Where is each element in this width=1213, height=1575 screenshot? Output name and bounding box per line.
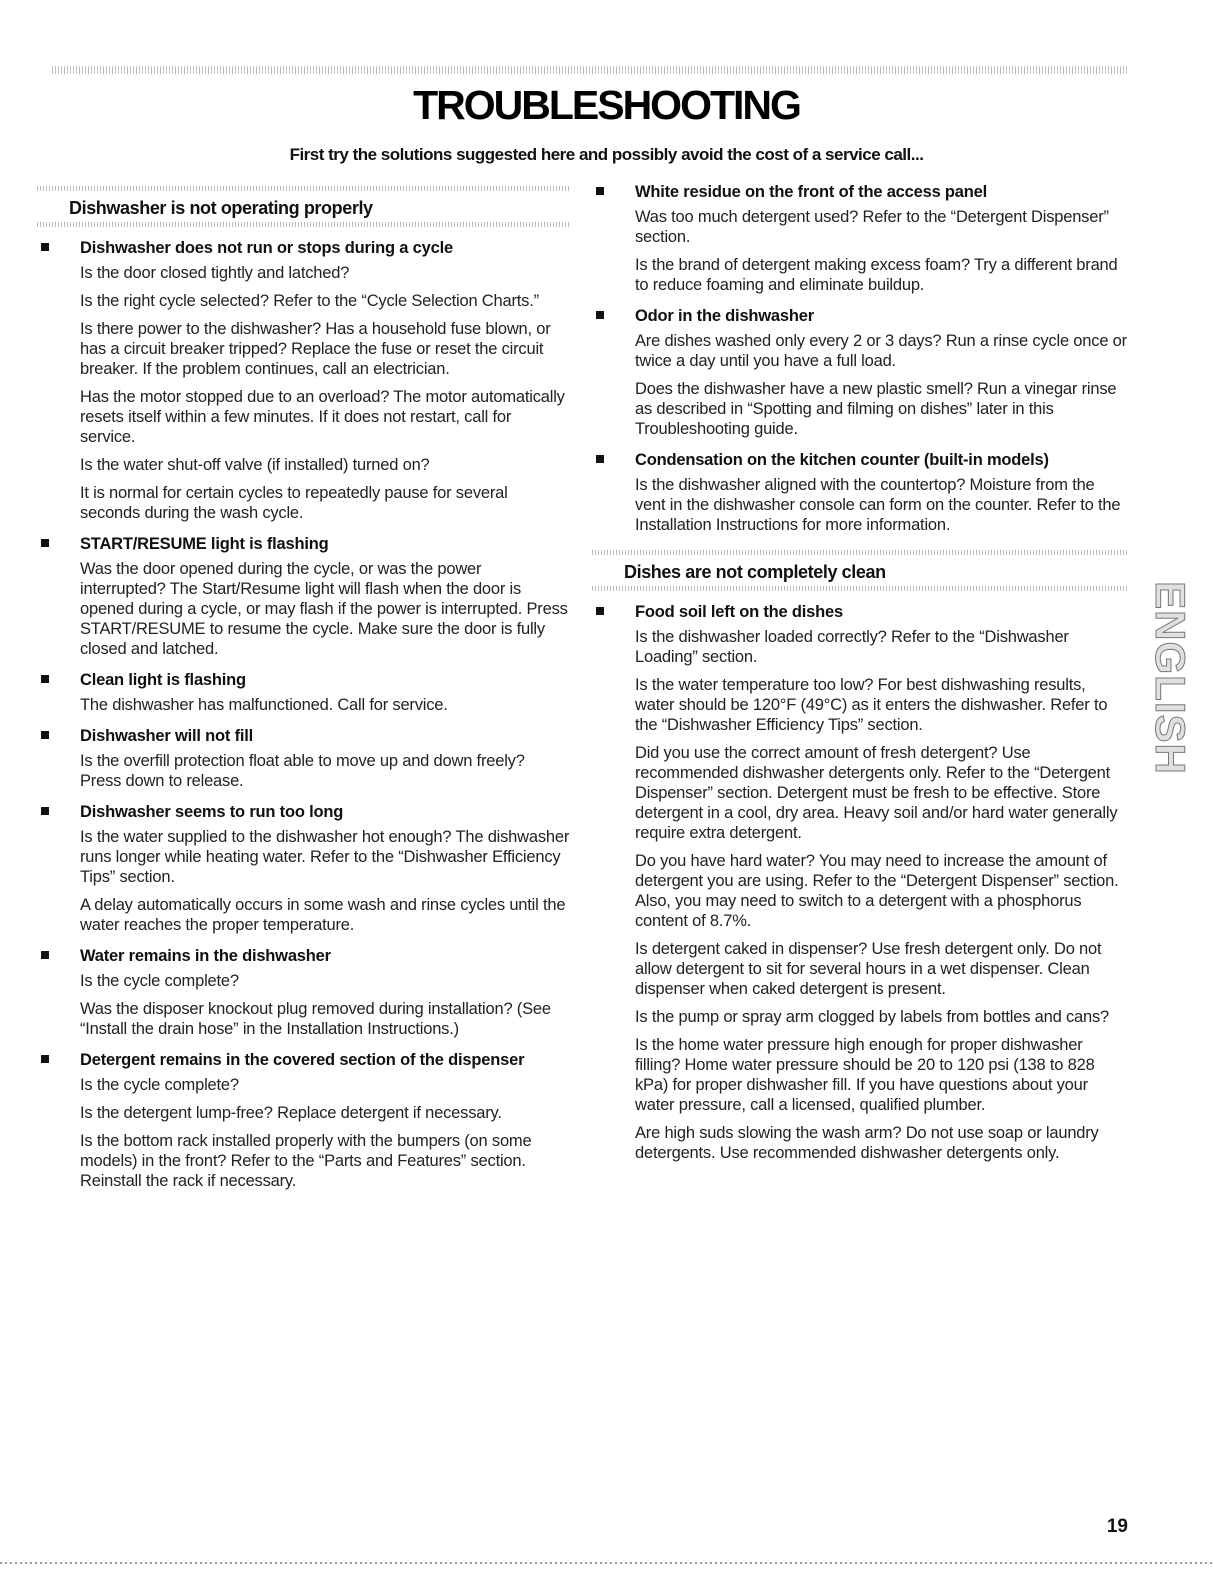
troubleshooting-item	[37, 802, 570, 935]
square-bullet-icon	[596, 187, 604, 195]
square-bullet-icon	[41, 243, 49, 251]
square-bullet-icon	[41, 731, 49, 739]
troubleshooting-item	[37, 238, 570, 523]
item-title: Condensation on the kitchen counter (built-in models)	[635, 451, 1049, 469]
item-header	[592, 182, 1129, 202]
item-paragraph: Is the cycle complete?	[80, 1076, 239, 1094]
troubleshooting-item	[592, 306, 1129, 439]
item-paragraph: Are high suds slowing the wash arm? Do not use soap or laundry detergents. Use recommended dishwasher detergents only.	[635, 1124, 1099, 1162]
item-paragraph: Is the water supplied to the dishwasher hot enough? The dishwasher runs longer while heating water. Refer to the “Dishwasher Efficiency Tips” section.	[80, 828, 570, 886]
item-paragraph: Is the cycle complete?	[80, 972, 239, 990]
item-paragraph: Is there power to the dishwasher? Has a household fuse blown, or has a circuit breaker tripped? Replace the fuse or reset the circuit breaker. If the problem continues, call an electrician.	[80, 320, 551, 378]
square-bullet-icon	[41, 539, 49, 547]
item-paragraph: Are dishes washed only every 2 or 3 days? Run a rinse cycle once or twice a day until you have a full load.	[635, 332, 1127, 370]
square-bullet-icon	[41, 1055, 49, 1063]
bottom-dotted-rule	[0, 1562, 1213, 1564]
item-header	[592, 602, 1129, 622]
square-bullet-icon	[596, 607, 604, 615]
item-paragraph: Is the right cycle selected? Refer to the “Cycle Selection Charts.”	[80, 292, 539, 310]
square-bullet-icon	[596, 311, 604, 319]
item-header	[592, 306, 1129, 326]
troubleshooting-item	[37, 1050, 570, 1191]
item-title: Dishwasher seems to run too long	[80, 803, 344, 821]
section-title: Dishes are not completely clean	[624, 562, 886, 582]
troubleshooting-item	[592, 450, 1129, 535]
page-number: 19	[1106, 1516, 1128, 1537]
square-bullet-icon	[41, 675, 49, 683]
item-paragraph: Is the detergent lump-free? Replace detergent if necessary.	[80, 1104, 502, 1122]
item-header	[37, 1050, 570, 1070]
item-title: Dishwasher will not fill	[80, 727, 254, 745]
top-dotted-rule	[52, 66, 1127, 74]
section-header-not-operating	[37, 182, 570, 227]
item-title: Dishwasher does not run or stops during a cycle	[80, 239, 453, 257]
side-tab-label: ENGLISH	[1147, 581, 1194, 775]
item-header	[37, 946, 570, 966]
item-paragraph: Is the water shut-off valve (if installed) turned on?	[80, 456, 430, 474]
item-paragraph: Is the dishwasher loaded correctly? Refer to the “Dishwasher Loading” section.	[635, 628, 1069, 666]
item-title: Detergent remains in the covered section of the dispenser	[80, 1051, 525, 1069]
item-paragraph: Is the brand of detergent making excess foam? Try a different brand to reduce foaming and eliminate buildup.	[635, 256, 1118, 294]
item-paragraph: Is the bottom rack installed properly with the bumpers (on some models) in the front? Refer to the “Parts and Features” section. Reinstall the rack if necessary.	[80, 1132, 532, 1190]
item-header	[592, 450, 1129, 470]
item-paragraph: Has the motor stopped due to an overload? The motor automatically resets itself within a few minutes. If it does not restart, call for service.	[80, 388, 565, 446]
item-title: Odor in the dishwasher	[635, 307, 814, 325]
square-bullet-icon	[41, 807, 49, 815]
item-paragraph: Is the dishwasher aligned with the countertop? Moisture from the vent in the dishwasher console can form on the counter. Refer to the Installation Instructions for more information.	[635, 476, 1121, 534]
language-side-tab	[1147, 568, 1194, 788]
troubleshooting-item	[37, 670, 570, 715]
troubleshooting-item	[592, 182, 1129, 295]
item-paragraph: Is the pump or spray arm clogged by labels from bottles and cans?	[635, 1008, 1109, 1026]
left-item-list	[37, 238, 570, 1191]
troubleshooting-item	[37, 534, 570, 659]
item-paragraph: It is normal for certain cycles to repeatedly pause for several seconds during the wash cycle.	[80, 484, 508, 522]
section-title: Dishwasher is not operating properly	[69, 198, 373, 218]
item-paragraph: Does the dishwasher have a new plastic smell? Run a vinegar rinse as described in “Spotting and filming on dishes” later in this Troubleshooting guide.	[635, 380, 1117, 438]
left-column	[37, 182, 570, 1202]
square-bullet-icon	[596, 455, 604, 463]
item-paragraph: Is the home water pressure high enough for proper dishwasher filling? Home water pressure should be 20 to 120 psi (138 to 828 kPa) for proper dishwasher fill. If you have questions about your water pressure, call a licensed, qualified plumber.	[635, 1036, 1095, 1114]
item-paragraph: Did you use the correct amount of fresh detergent? Use recommended dishwasher detergents only. Refer to the “Detergent Dispenser” section. Detergent must be fresh to be effective. Store detergent in a cool, dry area. Heavy soil and/or hard water generally require extra detergent.	[635, 744, 1118, 842]
item-title: Clean light is flashing	[80, 671, 246, 689]
item-title: Food soil left on the dishes	[635, 603, 843, 621]
page-title: TROUBLESHOOTING	[413, 82, 800, 128]
item-header	[37, 726, 570, 746]
item-header	[37, 238, 570, 258]
item-paragraph: Was the door opened during the cycle, or was the power interrupted? The Start/Resume light will flash when the door is opened during a cycle, or may flash if the power is interrupted. Press START/RESUME to resume the cycle. Make sure the door is fully closed and latched.	[80, 560, 568, 658]
right-item-list-top	[592, 182, 1129, 535]
section-header-not-clean	[592, 546, 1129, 591]
item-paragraph: Is detergent caked in dispenser? Use fresh detergent only. Do not allow detergent to sit for several hours in a wet dispenser. Clean dispenser when caked detergent is present.	[635, 940, 1102, 998]
item-paragraph: The dishwasher has malfunctioned. Call for service.	[80, 696, 448, 714]
item-header	[37, 534, 570, 554]
troubleshooting-item	[592, 602, 1129, 1163]
item-paragraph: Is the overfill protection float able to move up and down freely? Press down to release.	[80, 752, 525, 790]
item-paragraph: Is the water temperature too low? For best dishwashing results, water should be 120°F (49°C) as it enters the dishwasher. Refer to the “Dishwasher Efficiency Tips” section.	[635, 676, 1108, 734]
item-paragraph: A delay automatically occurs in some wash and rinse cycles until the water reaches the proper temperature.	[80, 896, 566, 934]
right-column	[592, 182, 1129, 1174]
item-paragraph: Was the disposer knockout plug removed during installation? (See “Install the drain hose” in the Installation Instructions.)	[80, 1000, 551, 1038]
square-bullet-icon	[41, 951, 49, 959]
troubleshooting-item	[37, 726, 570, 791]
item-title: START/RESUME light is flashing	[80, 535, 329, 553]
right-item-list-bottom	[592, 602, 1129, 1163]
item-paragraph: Is the door closed tightly and latched?	[80, 264, 350, 282]
troubleshooting-item	[37, 946, 570, 1039]
item-title: White residue on the front of the access panel	[635, 183, 988, 201]
item-paragraph: Do you have hard water? You may need to increase the amount of detergent you are using. Refer to the “Detergent Dispenser” section. Also, you may need to switch to a detergent with a phosphorus content of 8.7%.	[635, 852, 1119, 930]
item-header	[37, 802, 570, 822]
page-subtitle: First try the solutions suggested here and possibly avoid the cost of a service call...	[289, 145, 924, 164]
item-title: Water remains in the dishwasher	[80, 947, 331, 965]
item-paragraph: Was too much detergent used? Refer to the “Detergent Dispenser” section.	[635, 208, 1109, 246]
item-header	[37, 670, 570, 690]
